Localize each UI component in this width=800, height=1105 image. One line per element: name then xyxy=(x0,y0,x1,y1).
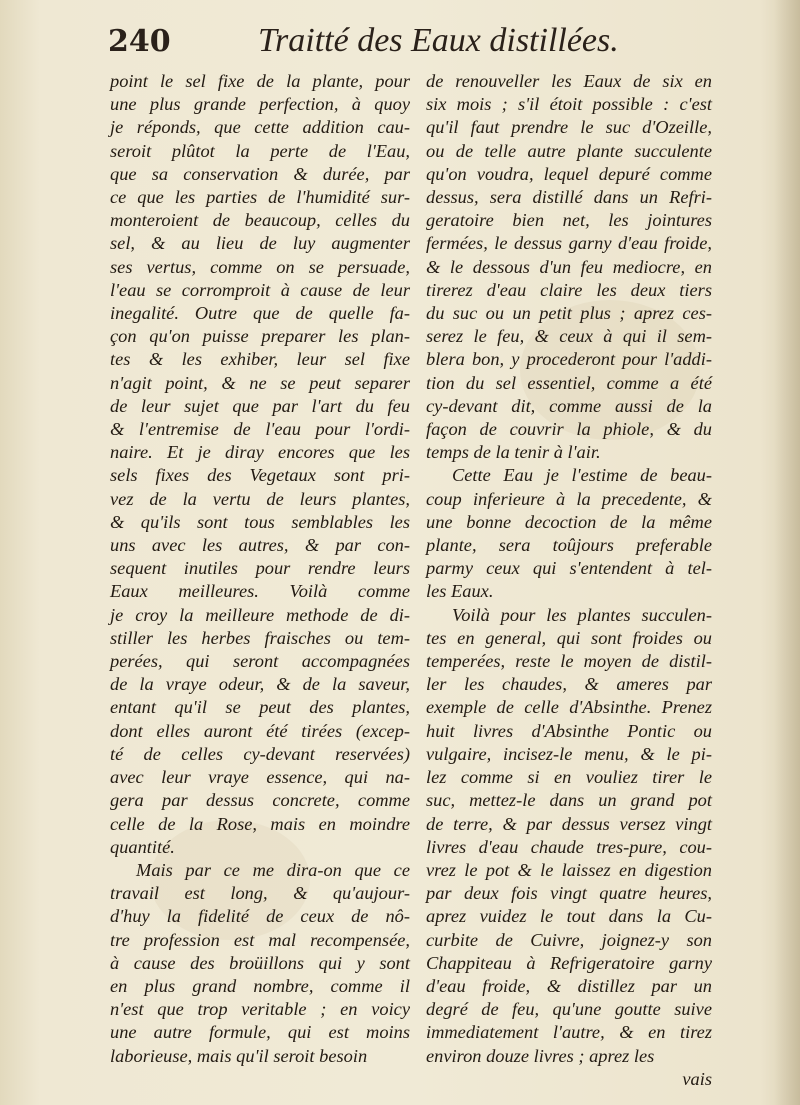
text-line: celle de la Rose, mais en moindre xyxy=(110,813,410,834)
text-line: ses vertus, comme on se persuade, xyxy=(110,256,410,277)
text-line: tre profession est mal recompensée, xyxy=(110,929,410,950)
text-line: par deux fois vingt quatre heures, xyxy=(426,883,712,904)
text-line: avec leur vraye essence, qui na- xyxy=(110,767,410,788)
text-line: de la vraye odeur, & de la saveur, xyxy=(110,674,410,695)
text-line: je croy la meilleure methode de di- xyxy=(110,604,410,625)
text-line: Cette Eau je l'estime de beau- xyxy=(452,465,712,486)
text-line: d'huy la fidelité de ceux de nô- xyxy=(110,906,410,927)
text-line: six mois ; s'il étoit possible : c'est xyxy=(426,94,712,115)
text-line: temperées, reste le moyen de distil- xyxy=(426,651,712,672)
text-line: ler les chaudes, & ameres par xyxy=(426,674,712,695)
text-line: blera bon, y procederont pour l'addi- xyxy=(426,349,712,370)
column-gutter xyxy=(416,70,417,1030)
text-line: lez comme si en vouliez tirer le xyxy=(426,767,712,788)
text-line: naire. Et je diray encores que les xyxy=(110,442,410,463)
text-line: parmy ceux qui s'entendent à tel- xyxy=(426,558,712,579)
text-line: vulgaire, incisez-le menu, & le pi- xyxy=(426,743,712,764)
text-line: suc, mettez-le dans un grand pot xyxy=(426,790,712,811)
text-line: gera par dessus concrete, comme xyxy=(110,790,410,811)
text-line: une bonne decoction de la même xyxy=(426,511,712,532)
text-line: que sa conservation & durée, par xyxy=(110,163,410,184)
text-line: inegalité. Outre que de quelle fa- xyxy=(110,303,410,324)
text-line: travail est long, & qu'aujour- xyxy=(110,883,410,904)
text-line: exemple de celle d'Absinthe. Prenez xyxy=(426,697,712,718)
text-line: cy-devant dit, comme aussi de la xyxy=(426,395,712,416)
text-line: uns avec les autres, & par con- xyxy=(110,535,410,556)
text-line: tion du sel essentiel, comme a été xyxy=(426,372,712,393)
left-text-column xyxy=(110,70,410,1068)
text-line: té de celles cy-devant reservées) xyxy=(110,743,410,764)
text-line: ou de telle autre plante succulente xyxy=(426,140,712,161)
running-title: Traitté des Eaux distillées. xyxy=(258,22,619,59)
text-line: geratoire bien net, les jointures xyxy=(426,210,712,231)
text-line: façon de couvrir la phiole, & du xyxy=(426,419,712,440)
text-line: sel, & au lieu de luy augmenter xyxy=(110,233,410,254)
text-line: curbite de Cuivre, joignez-y son xyxy=(426,929,712,950)
text-line: vrez le pot & le laissez en digestion xyxy=(426,859,712,880)
text-line: qu'on voudra, lequel depuré comme xyxy=(426,163,712,184)
text-line: à cause des broüillons qui y sont xyxy=(110,952,410,973)
text-line: l'eau se corromproit à cause de leur xyxy=(110,279,410,300)
text-line: monteroient de beaucoup, celles du xyxy=(110,210,410,231)
text-line: fermées, le dessus garny d'eau froide, xyxy=(426,233,712,254)
text-line: point le sel fixe de la plante, pour xyxy=(110,71,410,91)
right-text-column xyxy=(426,70,712,1091)
text-line: & l'entremise de l'eau pour l'ordi- xyxy=(110,419,410,440)
text-line: livres d'eau chaude tres-pure, cou- xyxy=(426,836,712,857)
text-line: & le dessous d'un feu mediocre, en xyxy=(426,256,712,277)
text-line: vais xyxy=(682,1068,712,1089)
text-line: ce que les parties de l'humidité sur- xyxy=(110,187,410,208)
text-line: Voilà pour les plantes succulen- xyxy=(452,604,712,625)
text-line: entant qu'il se peut des plantes, xyxy=(110,697,410,718)
text-line: coup inferieure à la precedente, & xyxy=(426,488,712,509)
text-line: immediatement l'autre, & en tirez xyxy=(426,1022,712,1043)
text-line: tes en general, qui sont froides ou xyxy=(426,627,712,648)
text-line: n'agit point, & ne se peut separer xyxy=(110,372,410,393)
text-line: en plus grand nombre, comme il xyxy=(110,975,410,996)
text-line: çon qu'on puisse preparer les plan- xyxy=(110,326,410,347)
text-line: perées, qui seront accompagnées xyxy=(110,651,410,672)
page-header xyxy=(108,22,740,66)
text-line: d'eau froide, & distillez par un xyxy=(426,975,712,996)
text-line: laborieuse, mais qu'il seroit besoin xyxy=(110,1045,368,1066)
text-line: dessus, sera distillé dans un Refri- xyxy=(426,187,712,208)
text-line: seroit plûtot la perte de l'Eau, xyxy=(110,140,410,161)
text-line: je réponds, que cette addition cau- xyxy=(110,117,410,138)
text-line: temps de la tenir à l'air. xyxy=(426,442,601,463)
text-line: degré de feu, qu'une goutte suive xyxy=(426,999,712,1020)
text-line: Mais par ce me dira-on que ce xyxy=(136,859,410,880)
text-line: quantité. xyxy=(110,836,175,857)
text-line: & qu'ils sont tous semblables les xyxy=(110,511,410,532)
text-line: qu'il faut prendre le suc d'Ozeille, xyxy=(426,117,712,138)
text-line: Eaux meilleures. Voilà comme xyxy=(110,581,410,602)
page-number: 240 xyxy=(108,24,171,59)
text-line: vez de la vertu de leurs plantes, xyxy=(110,488,410,509)
text-line: de renouveller les Eaux de six en xyxy=(426,71,712,91)
text-line: aprez vuidez le tout dans la Cu- xyxy=(426,906,712,927)
text-line: de leur sujet que par l'art du feu xyxy=(110,395,410,416)
text-line: dont elles auront été tirées (excep- xyxy=(110,720,410,741)
text-line: n'est que trop veritable ; en voicy xyxy=(110,999,410,1020)
text-line: tirerez d'eau claire les deux tiers xyxy=(426,279,712,300)
text-line: serez le feu, & ceux à qui il sem- xyxy=(426,326,712,347)
text-line: huit livres d'Absinthe Pontic ou xyxy=(426,720,712,741)
text-line: tes & les exhiber, leur sel fixe xyxy=(110,349,410,370)
page-edge-shadow xyxy=(774,0,800,1105)
text-line: du suc ou un petit plus ; aprez ces- xyxy=(426,303,712,324)
text-line: Chappiteau à Refrigeratoire garny xyxy=(426,952,712,973)
text-line: de terre, & par dessus versez vingt xyxy=(426,813,712,834)
text-line: environ douze livres ; aprez les xyxy=(426,1045,655,1066)
text-line: plante, sera toûjours preferable xyxy=(426,535,712,556)
text-line: sels fixes des Vegetaux sont pri- xyxy=(110,465,410,486)
text-line: stiller les herbes fraisches ou tem- xyxy=(110,627,410,648)
text-line: une plus grande perfection, à quoy xyxy=(110,94,410,115)
text-line: une autre formule, qui est moins xyxy=(110,1022,410,1043)
text-line: les Eaux. xyxy=(426,581,494,602)
text-line: sequent inutiles pour rendre leurs xyxy=(110,558,410,579)
